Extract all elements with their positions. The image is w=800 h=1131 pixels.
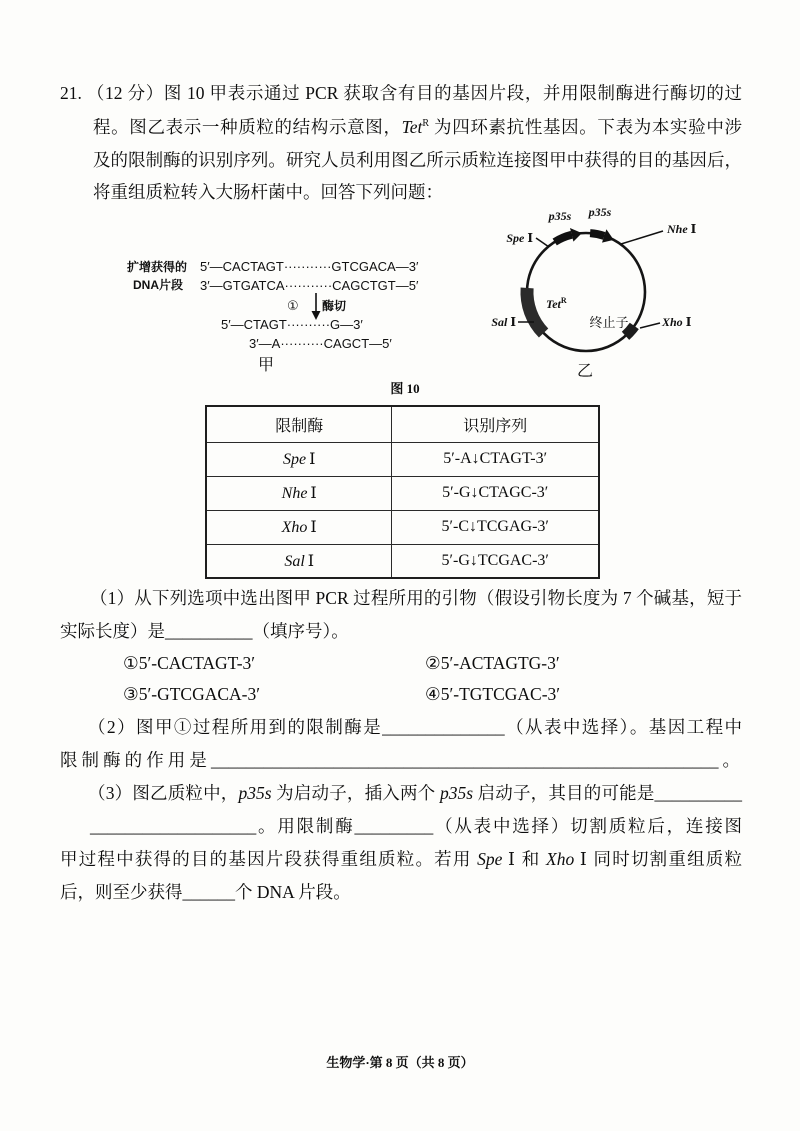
promoter-name: p35s	[238, 783, 272, 803]
q3-line-4	[60, 880, 351, 904]
enzyme-name: Spe	[282, 451, 307, 468]
q3-text: 个 DNA 片段。	[235, 882, 351, 902]
q3-text: 。用限制酶	[256, 816, 355, 836]
dna-top-strand: 5′—CACTAGT···········GTCGACA—3′	[200, 259, 419, 274]
dna-bottom-strand: 3′—GTGATCA···········CAGCTGT—5′	[200, 278, 419, 293]
table-row	[206, 442, 599, 476]
fragment-label: DNA片段	[133, 278, 183, 292]
figure-yi-caption: 乙	[576, 361, 594, 380]
answer-blank: ______	[182, 882, 235, 902]
page-footer: 生物学·第 8 页（共 8 页）	[326, 1055, 474, 1070]
recognition-site-cell: 5′-G↓TCGAC-3′	[392, 544, 599, 578]
enzyme-cell	[206, 442, 392, 476]
enzyme-name: Xho	[281, 519, 308, 536]
q3-text: Ⅰ 同时切割重组质粒	[574, 849, 742, 869]
table-row	[206, 544, 599, 578]
enzyme-name: Spe	[506, 231, 525, 245]
promoter-arrow-left	[555, 228, 582, 242]
enzyme-name: Sal	[284, 552, 305, 570]
enzyme-name: Spe	[477, 849, 503, 869]
recognition-site-cell: 5′-G↓CTAGC-3′	[392, 476, 599, 510]
tet-gene-superscript: R	[560, 296, 567, 305]
enzyme-name: Sal	[491, 315, 508, 329]
stem-text: 为四环素抗性基因。下表为本实验中涉	[429, 117, 742, 137]
q2-line-2	[60, 748, 740, 772]
stem-line-3: 及的限制酶的识别序列。研究人员利用图乙所示质粒连接图甲中获得的目的基因后，	[93, 150, 742, 170]
q3-line-2	[90, 814, 742, 838]
table-header-row	[206, 406, 599, 442]
enzyme-roman: Ⅰ	[307, 552, 315, 570]
q3-text: 后，则至少获得	[60, 882, 183, 902]
enzyme-name: Nhe	[281, 485, 308, 502]
tet-resistance-gene-block	[527, 288, 544, 333]
enzyme-roman: Ⅰ	[310, 519, 317, 536]
q2-text: （2）图甲①过程所用到的限制酶是	[88, 717, 383, 737]
xho-site-tick	[640, 323, 660, 328]
stem-line-1: 21. （12 分）图 10 甲表示通过 PCR 获取含有目的基因片段，并用限制酶进行酶切的过	[60, 83, 742, 103]
table-row	[206, 510, 599, 544]
enzyme-roman: Ⅰ	[309, 451, 316, 468]
plasmid-diagram	[470, 200, 720, 380]
q3-text: 甲过程中获得的目的基因片段获得重组质粒。若用	[60, 849, 478, 869]
recognition-site-cell: 5′-A↓CTAGT-3′	[392, 442, 599, 476]
tet-gene-label	[546, 296, 567, 311]
enzyme-roman: Ⅰ	[690, 222, 697, 236]
sal-site-label	[491, 315, 516, 329]
stem-text: 程。图乙表示一种质粒的结构示意图，	[93, 117, 402, 137]
option-3: ③5′-GTCGACA-3′	[123, 684, 261, 704]
recognition-site-cell: 5′-C↓TCGAG-3′	[392, 510, 599, 544]
cut-bottom-strand: 3′—A··········CAGCT—5′	[249, 336, 392, 351]
option-1: ①5′-CACTAGT-3′	[123, 653, 256, 673]
q3-line-3	[60, 847, 742, 871]
terminator-label: 终止子	[589, 316, 629, 331]
q1-text: （填序号）。	[252, 621, 349, 641]
q2-text: （从表中选择）。基因工程中	[504, 717, 743, 737]
enzyme-name: Nhe	[667, 222, 688, 236]
spe-site-label	[506, 231, 533, 245]
figure-jia-caption: 甲	[258, 357, 275, 374]
q3-text: Ⅰ 和	[502, 849, 547, 869]
enzyme-roman: Ⅰ	[685, 315, 692, 329]
answer-blank: __________	[165, 621, 253, 641]
enzyme-roman: Ⅰ	[310, 485, 317, 502]
enzyme-roman: Ⅰ	[510, 315, 516, 329]
tet-gene-name: Tet	[401, 117, 423, 137]
answer-blank: ______________	[382, 717, 505, 737]
enzyme-cell	[206, 510, 392, 544]
q1-line-2	[60, 619, 349, 643]
q3-text: （从表中选择）切割质粒后，连接图	[433, 816, 743, 836]
stem-line-2	[93, 115, 742, 139]
q3-text: 启动子，其目的可能是	[473, 783, 655, 803]
cut-top-strand: 5′—CTAGT··········G—3′	[221, 317, 363, 332]
q2-text: 。	[718, 750, 740, 770]
xho-site-label	[661, 315, 692, 329]
answer-blank: _________	[354, 816, 434, 836]
option-2: ②5′-ACTAGTG-3′	[425, 653, 560, 673]
q3-line-1	[88, 781, 742, 805]
table-row	[206, 476, 599, 510]
step-label: 酶切	[322, 299, 347, 313]
enzyme-cell	[206, 476, 392, 510]
enzyme-name: Xho	[546, 849, 575, 869]
promoter-arrow-right	[590, 229, 614, 242]
promoter-label: p35s	[588, 205, 612, 219]
enzyme-name: Xho	[662, 315, 683, 329]
q3-text: （3）图乙质粒中，	[88, 783, 239, 803]
promoter-name: p35s	[439, 783, 474, 803]
column-header-site: 识别序列	[392, 406, 599, 442]
option-4: ④5′-TGTCGAC-3′	[425, 684, 561, 704]
q2-line-1	[88, 715, 742, 739]
stem-line-4: 将重组质粒转入大肠杆菌中。回答下列问题：	[93, 182, 443, 202]
restriction-enzyme-table	[205, 405, 600, 579]
column-header-enzyme: 限制酶	[206, 406, 392, 442]
enzyme-cell	[206, 544, 392, 578]
tet-gene-name: Tet	[546, 297, 561, 311]
enzyme-roman: Ⅰ	[527, 231, 533, 245]
q2-text: 限制酶的作用是	[60, 750, 211, 770]
tet-gene-superscript: R	[422, 118, 430, 130]
q3-text: 为启动子，插入两个	[271, 783, 440, 803]
answer-blank: __________________________________________________________	[210, 750, 719, 770]
nhe-site-label	[666, 222, 697, 236]
figure-caption: 图 10	[390, 381, 420, 396]
nhe-site-tick	[621, 231, 663, 244]
q1-line-1: （1）从下列选项中选出图甲 PCR 过程所用的引物（假设引物长度为 7 个碱基，短于	[90, 588, 742, 608]
step-number: ①	[287, 298, 299, 313]
spe-site-tick	[536, 238, 549, 247]
answer-blank: __________	[654, 783, 743, 803]
q1-text: 实际长度）是	[60, 621, 165, 641]
promoter-label: p35s	[548, 209, 572, 223]
fragment-label: 扩增获得的	[127, 260, 188, 274]
answer-blank: ___________________	[90, 816, 257, 836]
